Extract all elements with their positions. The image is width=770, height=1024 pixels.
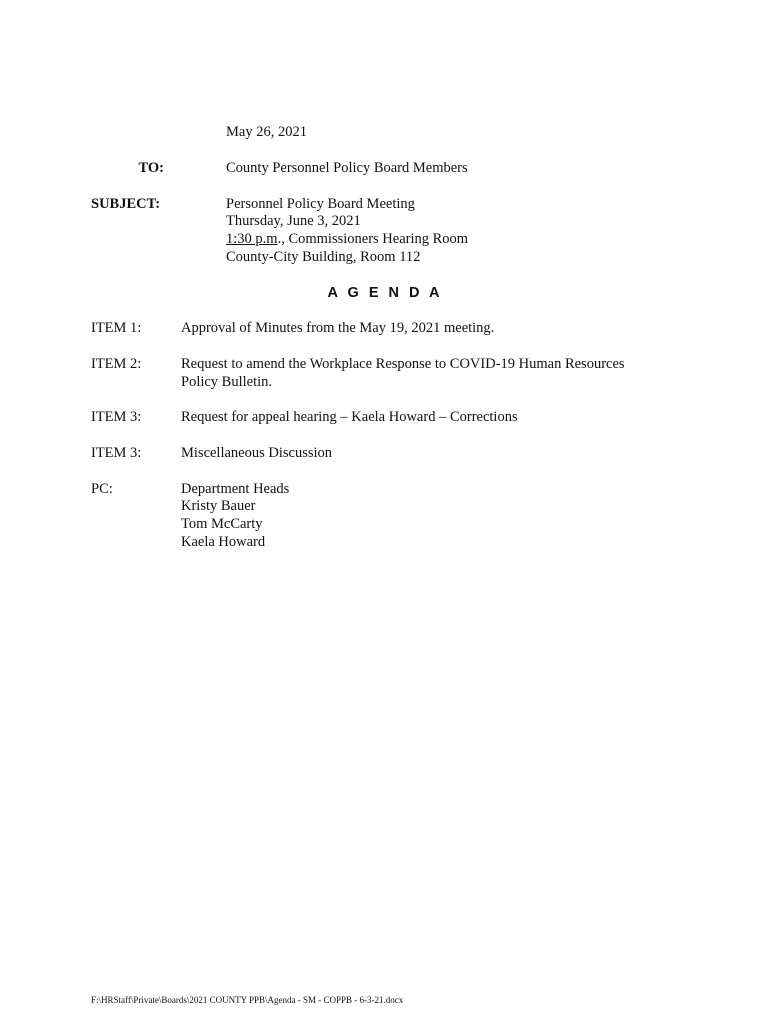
item-2-text-line-2: Policy Bulletin. [181, 374, 273, 390]
item-2-text-line-1: Request to amend the Workplace Response to COVID-19 Human Resources [181, 356, 625, 372]
pc-label: PC: [91, 481, 113, 497]
item-1-text: Approval of Minutes from the May 19, 2021 meeting. [181, 320, 495, 336]
to-label: TO: [138, 160, 164, 176]
pc-name: Tom McCarty [181, 516, 263, 532]
subject-time: 1:30 p.m [226, 231, 278, 247]
item-2-label: ITEM 2: [91, 356, 142, 372]
subject-line-3 [226, 230, 468, 248]
pc-name: Department Heads [181, 481, 290, 497]
item-3-text: Request for appeal hearing – Kaela Howard – Corrections [181, 409, 518, 425]
subject-location: ., Commissioners Hearing Room [277, 231, 469, 247]
to-value: County Personnel Policy Board Members [226, 160, 468, 176]
subject-line-1: Personnel Policy Board Meeting [226, 196, 415, 212]
item-4-text: Miscellaneous Discussion [181, 445, 333, 461]
subject-line-4: County-City Building, Room 112 [226, 249, 421, 265]
item-1-label: ITEM 1: [91, 320, 142, 336]
pc-name: Kristy Bauer [181, 498, 256, 514]
item-3-label: ITEM 3: [91, 409, 142, 425]
agenda-title: A G E N D A [327, 285, 443, 301]
subject-label: SUBJECT: [91, 196, 161, 212]
item-4-label: ITEM 3: [91, 445, 142, 461]
subject-line-2: Thursday, June 3, 2021 [226, 213, 361, 229]
pc-name: Kaela Howard [181, 534, 266, 550]
footer-file-path: F:\HRStaff\Private\Boards\2021 COUNTY PPB\Agenda - SM - COPPB - 6-3-21.docx [91, 995, 404, 1005]
memo-date: May 26, 2021 [226, 124, 307, 140]
